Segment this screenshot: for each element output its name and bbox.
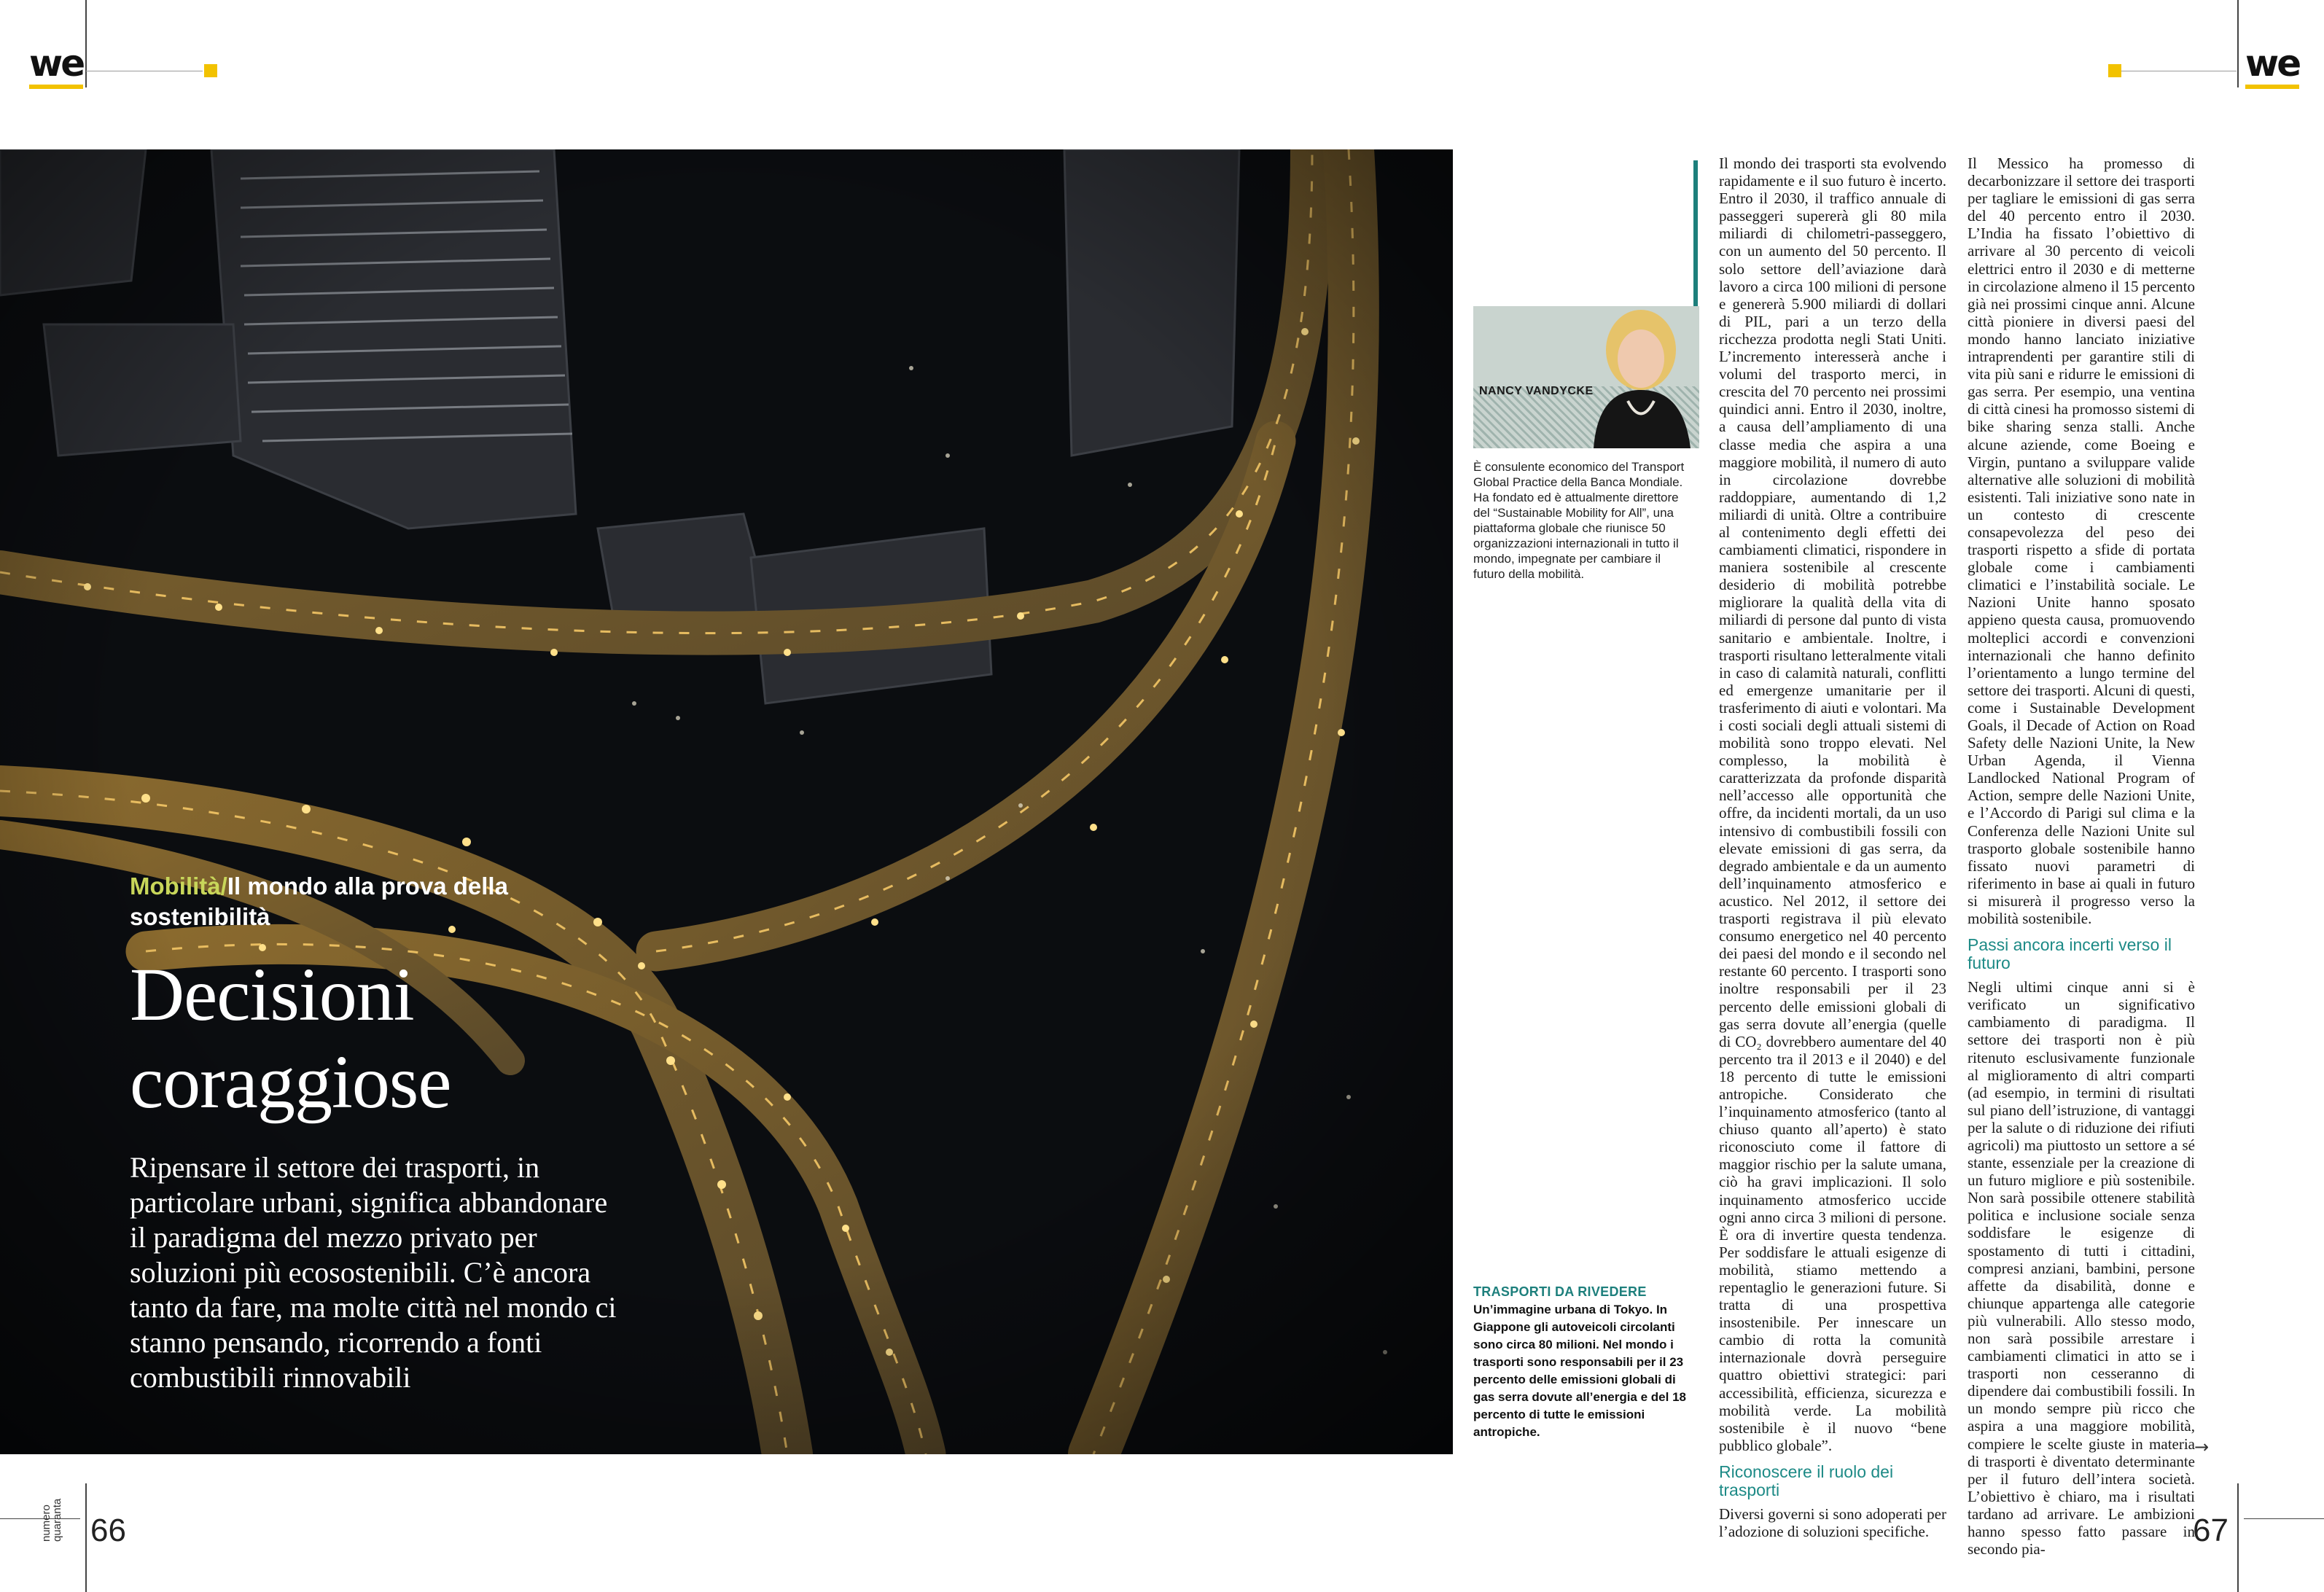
body-paragraph: Il mondo dei trasporti sta evolvendo rapidamente e il suo futuro è incerto. Entro il 2030, il traffico annuale di passeggeri supererà gli 80 mila miliardi di chilometri-passeggero, con un aumento del 50 percento. Il solo settore dell’aviazione darà lavoro a circa 100 milioni di persone e genererà 5.900 miliardi di dollari di PIL, pari a un terzo della ricchezza prodotta negli Stati Uniti. L’incremento interesserà anche i volumi del trasporto merci, in crescita del 70 percento nei prossimi quindici anni. Entro il 2030, inoltre, a causa dell’ampliamento di una classe media che aspira a una maggiore mobilità, il numero di auto in circolazione dovrebbe raddoppiare, aumentando di 1,2 miliardi di unità. Oltre a contribuire al contenimento degli effetti dei cambiamenti climatici, rispondere in maniera sostenibile al crescente desiderio di mobilità potrebbe migliorare la qualità della vita di miliardi di persone dal punto di vista sanitario e ambientale. Inoltre, i trasporti risultano letteralmente vitali in caso di calamità naturali, conflitti ed emergenze umanitarie per il trasferimento di aiuti e volontari. Ma i costi sociali degli attuali sistemi di mobilità sono troppo elevati. Nel complesso, la mobilità è caratterizzata da profonde disparità nell’accesso alle opportunità che offre, da incidenti mortali, da un uso intensivo di combustibili fossili con elevate emissioni di gas serra, da degrado ambientale e da un aumento dell’inquinamento atmosferico e acustico. Nel 2012, il settore dei trasporti registrava il più elevato consumo energetico nel 40 percento dei paesi del mondo e il secondo nel restante 60 percento. I trasporti sono inoltre responsabili per il 23 percento delle emissioni globali di gas serra dovute all’energia (quelle di CO₂ dovrebbero aumentare del 40 percento tra il 2013 e il 2040) e del 18 percento di tutte le emissioni antropiche. Considerato che l’inquinamento atmosferico (tanto al chiuso quanto all’aperto) è stato riconosciuto come il fattore di maggior rischio per la salute umana, ciò ha gravi implicazioni. Il solo inquinamento atmosferico uccide ogni anno circa 3 milioni di persone. È ora di invertire questa tendenza. Per soddisfare le attuali esigenze di mobilità, stiamo mettendo a repentaglio le generazioni future. Si tratta di una prospettiva insostenibile. Per innescare un cambio di rotta la comunità internazionale dovrà perseguire quattro obiettivi strategici: pari accessibilità, efficienza, sicurezza e mobilità verde. La mobilità sostenibile è il nuovo “bene pubblico globale”. <box>1719 155 1946 1454</box>
footer-rule-right <box>2244 1518 2324 1519</box>
article-headline <box>130 951 786 1126</box>
header-accent-square-left <box>204 64 217 77</box>
section-subhead: Riconoscere il ruolo dei trasporti <box>1719 1462 1894 1499</box>
body-paragraph: Il Messico ha promesso di decarbonizzare il settore dei trasporti per tagliare le emissioni di gas serra del 40 percento entro il 2030. L’India ha fissato l’obiettivo di arrivare al 30 percento di veicoli elettrici entro il 2030 e di metterne in circolazione almeno il 15 percento già nei prossimi cinque anni. Alcune città pioniere in diversi paesi del mondo hanno lanciato iniziative intraprendenti per garantire stili di vita più sani e ridurre le emissioni di gas serra. Per esempio, una ventina di città cinesi ha promosso sistemi di bike sharing senza stalli. Anche alcune aziende, come Boeing e Virgin, puntano a sviluppare valide alternative alle soluzioni di mobilità esistenti. Tali iniziative sono nate in un contesto di crescente consapevolezza del peso dei trasporti rispetto a sfide di portata globale come i cambiamenti climatici e l’instabilità sociale. Le Nazioni Unite hanno sposato appieno questa causa, promuovendo molteplici accordi e convenzioni internazionali che hanno definito l’orientamento a lungo termine del settore dei trasporti. Alcuni di questi, come i Sustainable Development Goals, il Decade of Action on Road Safety delle Nazioni Unite, la New Urban Agenda, il Vienna Landlocked National Program of Action, sempre delle Nazioni Unite, e l’Accordo di Parigi sul clima e la Conferenza delle Nazioni Unite sul trasporto globale sostenibile hanno fissato nuovi parametri di riferimento in base ai quali in futuro si misurerà il progresso verso la mobilità sostenibile. <box>1968 155 2195 928</box>
section-subhead: Passi ancora incerti verso il futuro <box>1968 935 2172 973</box>
headline-line-1: Decisioni <box>130 953 414 1037</box>
magazine-logo-right: we <box>2245 42 2300 85</box>
header-accent-square-right <box>2108 64 2121 77</box>
headline-line-2: coraggiose <box>130 1040 451 1124</box>
page-number-right: 67 <box>2193 1513 2229 1548</box>
article-deck: Ripensare il settore dei trasporti, in particolare urbani, significa abbandonare il paradigma del mezzo privato per soluzioni più ecosostenibili. C’è ancora tanto da fare, ma molte città nel mondo ci stanno pensando, ricorrendo a fonti combustibili rinnovabili <box>130 1151 617 1394</box>
crop-mark-left-bottom <box>85 1483 87 1592</box>
issue-label: numero quaranta <box>40 1498 63 1542</box>
body-paragraph: Negli ultimi cinque anni si è verificato un significativo cambiamento di paradigma. Il settore dei trasporti non è più ritenuto esclusivamente funzionale al miglioramento di altri comparti (ad esempio, in termini di risultati sul piano dell’istruzione, di vantaggi per la salute o di riduzione dei rifiuti agricoli) ma piuttosto un settore a sé stante, essenziale per la creazione di un futuro migliore e più sostenibile. Non sarà possibile ottenere stabilità politica e inclusione sociale senza soddisfare le esigenze di spostamento di tutti i cittadini, compresi anziani, bambini, persone affette da disabilità, donne e chiunque appartenga alle categorie più vulnerabili. Allo stesso modo, non sarà possibile arrestare i cambiamenti climatici in atto se i trasporti non cesseranno di dipendere dai combustibili fossili. In un mondo sempre più ricco che aspira a una maggiore mobilità, compiere le scelte giuste in materia di trasporti è diventato determinante per il futuro dell’intera società. L’obiettivo è chiaro, ma i risultati tardano ad arrivare. Le ambizioni hanno spesso fatto passare in secondo pia- <box>1968 978 2195 1558</box>
body-paragraph: Diversi governi si sono adoperati per l’adozione di soluzioni specifiche. <box>1719 1505 1946 1541</box>
author-name: NANCY VANDYCKE <box>1479 385 1594 397</box>
crop-mark-right-bottom <box>2237 1483 2239 1592</box>
crop-mark-right-top <box>2237 0 2239 87</box>
page-number-left: 66 <box>90 1513 126 1548</box>
body-column-2 <box>1968 155 2195 1558</box>
photo-caption: Un’immagine urbana di Tokyo. In Giappone gli autoveicoli circolanti sono circa 80 milioni. Nel mondo i trasporti sono responsabili per il 23 percento delle emissioni globali di gas serra dovute all’energia e del 18 percento di tutte le emissioni antropiche. <box>1473 1303 1686 1439</box>
author-photo <box>1473 306 1699 448</box>
crop-mark-left-top <box>85 0 87 87</box>
magazine-logo-left: we <box>29 42 84 85</box>
kicker-title: Il mondo alla prova della sostenibilità <box>130 873 508 930</box>
caption-title: TRASPORTI DA RIVEDERE <box>1473 1284 1647 1299</box>
body-column-1 <box>1719 155 1946 1540</box>
continue-arrow-icon: → <box>2194 1437 2210 1457</box>
author-bio: È consulente economico del Transport Global Practice della Banca Mondiale. Ha fondato ed è attualmente direttore del “Sustainable Mobility for All”, una piattaforma globale che riunisce 50 organizzazioni internazionali in tutto il mondo, impegnate per cambiare il futuro della mobilità. <box>1473 460 1685 581</box>
author-portrait <box>1473 306 1699 448</box>
kicker-section: Mobilità/ <box>130 873 227 900</box>
article-kicker <box>130 871 640 932</box>
